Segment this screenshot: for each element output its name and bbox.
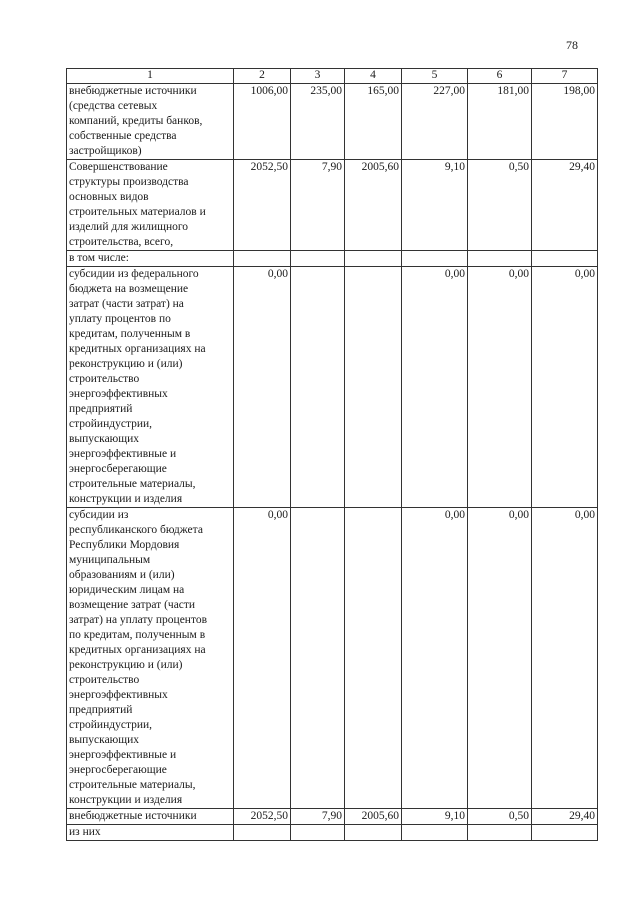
- table-row: [67, 825, 598, 841]
- cell-value: 235,00: [291, 84, 345, 160]
- table-row: [67, 160, 598, 251]
- row-label: внебюджетные источники (средства сетевых компаний, кредиты банков, собственные средства застройщиков): [67, 84, 234, 160]
- cell-value: 165,00: [345, 84, 402, 160]
- cell-value: 1006,00: [234, 84, 291, 160]
- cell-value: 7,90: [291, 809, 345, 825]
- cell-value: [532, 251, 598, 267]
- table-row: [67, 267, 598, 508]
- cell-value: 0,50: [468, 809, 532, 825]
- cell-value: 227,00: [402, 84, 468, 160]
- column-header: 2: [234, 69, 291, 84]
- cell-value: 0,00: [234, 508, 291, 809]
- table-row: [67, 508, 598, 809]
- table-row: [67, 84, 598, 160]
- table-row: [67, 251, 598, 267]
- cell-value: [532, 825, 598, 841]
- cell-value: [402, 251, 468, 267]
- row-label: субсидии из федерального бюджета на возмещение затрат (части затрат) на уплату процентов по кредитам, полученным в кредитных организациях на реконструкцию и (или) строительство энергоэффективных предприятий стройиндустрии, выпускающих энергоэффективные и энергосберегающие строительные материалы, конструкции и изделия: [67, 267, 234, 508]
- budget-table: [66, 68, 598, 841]
- column-header: 3: [291, 69, 345, 84]
- page-number: 78: [566, 38, 578, 52]
- column-header: 1: [67, 69, 234, 84]
- cell-value: [291, 825, 345, 841]
- row-label: в том числе:: [67, 251, 234, 267]
- cell-value: 0,00: [468, 508, 532, 809]
- cell-value: 2052,50: [234, 160, 291, 251]
- row-label: субсидии из республиканского бюджета Республики Мордовия муниципальным образованиям и (или) юридическим лицам на возмещение затрат (части затрат) на уплату процентов по кредитам, полученным в кредитных организациях на реконструкцию и (или) строительство энергоэффективных предприятий стройиндустрии, выпускающих энергоэффективные и энергосберегающие строительные материалы, конструкции и изделия: [67, 508, 234, 809]
- cell-value: 0,00: [532, 267, 598, 508]
- cell-value: 9,10: [402, 809, 468, 825]
- cell-value: [234, 825, 291, 841]
- cell-value: 0,00: [468, 267, 532, 508]
- cell-value: 0,00: [532, 508, 598, 809]
- cell-value: [345, 267, 402, 508]
- cell-value: 0,50: [468, 160, 532, 251]
- table-row: [67, 809, 598, 825]
- cell-value: [291, 251, 345, 267]
- cell-value: [345, 825, 402, 841]
- row-label: внебюджетные источники: [67, 809, 234, 825]
- column-header: 4: [345, 69, 402, 84]
- column-header: 7: [532, 69, 598, 84]
- cell-value: [345, 251, 402, 267]
- cell-value: [468, 251, 532, 267]
- row-label: из них: [67, 825, 234, 841]
- column-header: 5: [402, 69, 468, 84]
- cell-value: 7,90: [291, 160, 345, 251]
- cell-value: 0,00: [402, 508, 468, 809]
- cell-value: 2005,60: [345, 809, 402, 825]
- cell-value: [468, 825, 532, 841]
- table-header-row: [67, 69, 598, 84]
- cell-value: [345, 508, 402, 809]
- cell-value: [402, 825, 468, 841]
- cell-value: 29,40: [532, 160, 598, 251]
- cell-value: 181,00: [468, 84, 532, 160]
- cell-value: 29,40: [532, 809, 598, 825]
- row-label: Совершенствование структуры производства основных видов строительных материалов и изделий для жилищного строительства, всего,: [67, 160, 234, 251]
- cell-value: [234, 251, 291, 267]
- cell-value: [291, 508, 345, 809]
- cell-value: 198,00: [532, 84, 598, 160]
- cell-value: 0,00: [402, 267, 468, 508]
- column-header: 6: [468, 69, 532, 84]
- cell-value: 2052,50: [234, 809, 291, 825]
- cell-value: 9,10: [402, 160, 468, 251]
- cell-value: 2005,60: [345, 160, 402, 251]
- cell-value: [291, 267, 345, 508]
- cell-value: 0,00: [234, 267, 291, 508]
